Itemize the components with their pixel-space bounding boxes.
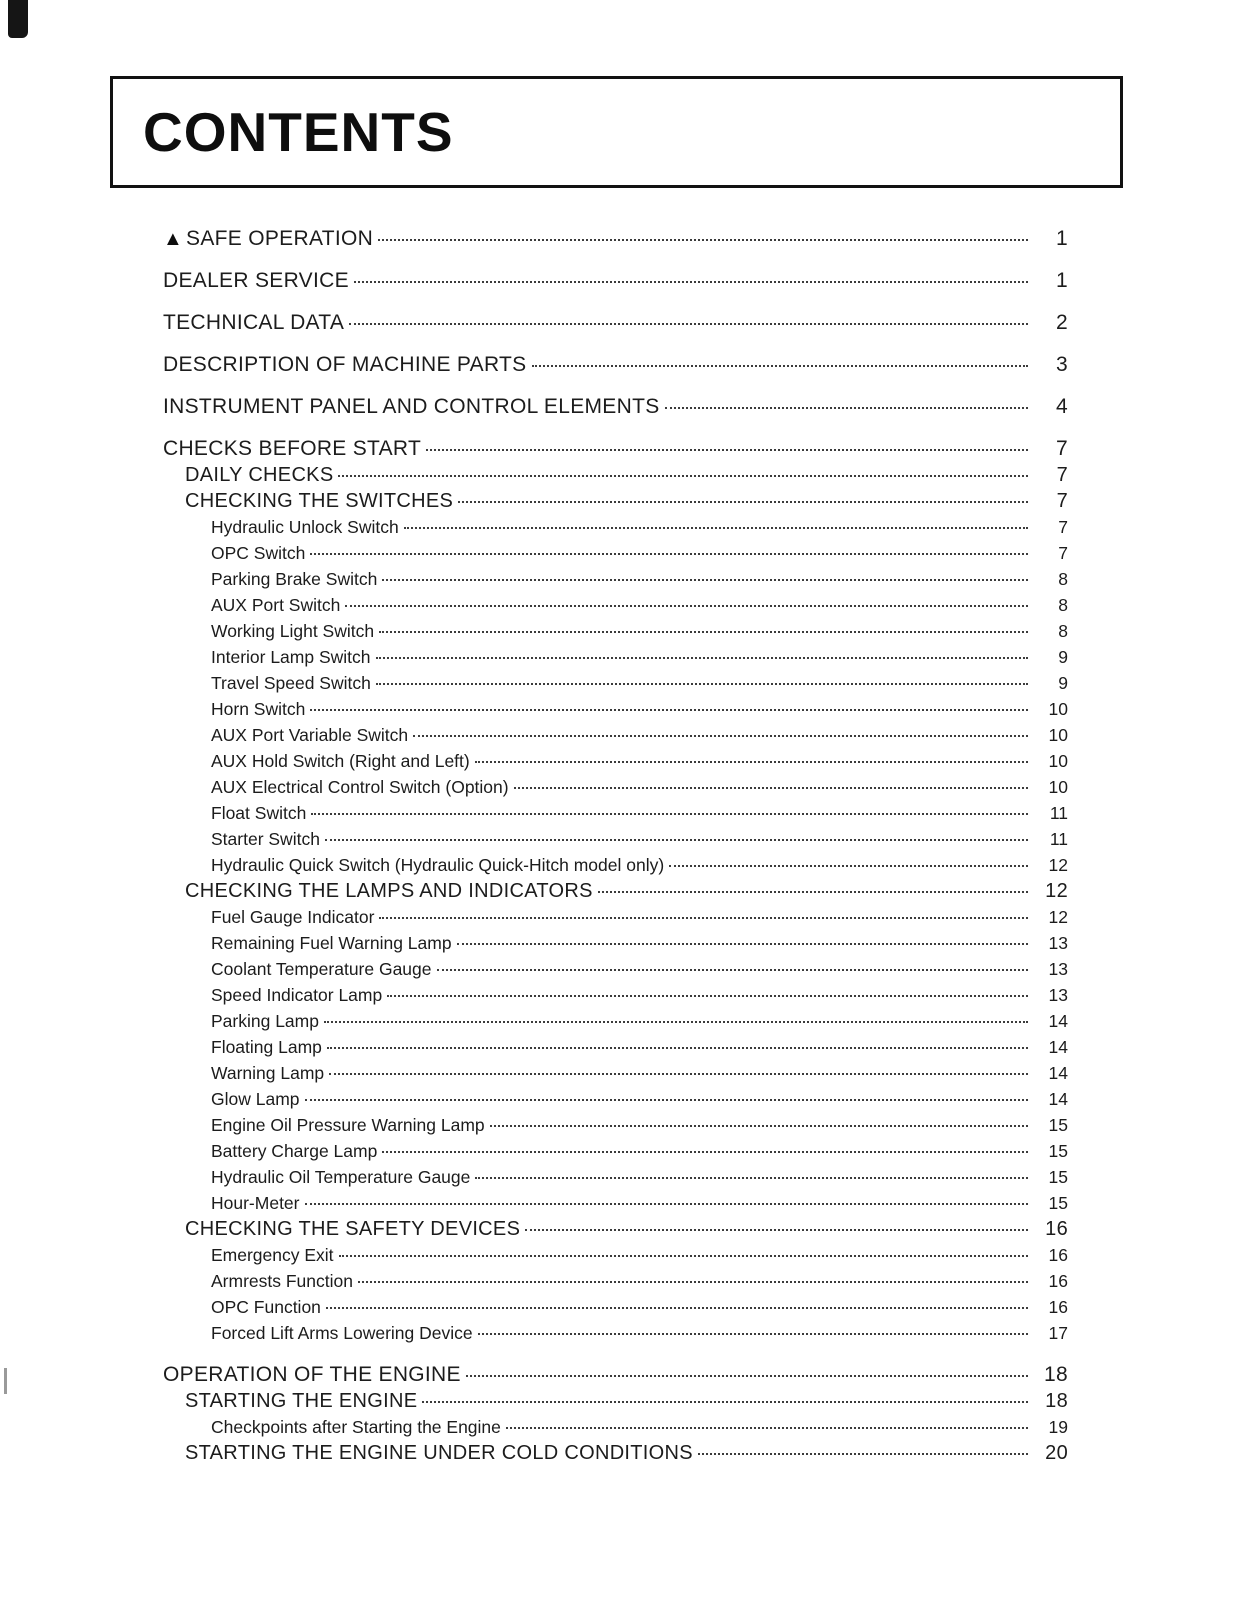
- toc-entry: [163, 462, 1068, 488]
- toc-entry: [163, 1414, 1068, 1440]
- toc-entry: [163, 1060, 1068, 1086]
- toc-entry-page: 1: [1056, 227, 1068, 250]
- toc-entry-label: Engine Oil Pressure Warning Lamp: [211, 1115, 485, 1135]
- toc-entry-label: Working Light Switch: [211, 621, 375, 641]
- toc-entry: [163, 1320, 1068, 1346]
- toc-entry: [163, 670, 1068, 696]
- toc-entry-label: DEALER SERVICE: [163, 269, 349, 292]
- toc-entry-label: CHECKING THE SWITCHES: [185, 490, 454, 512]
- dot-leader: [598, 891, 1028, 893]
- toc-entry-page: 14: [1048, 1011, 1068, 1031]
- toc-entry: [163, 748, 1068, 774]
- dot-leader: [354, 281, 1028, 283]
- toc-entry-page: 13: [1048, 985, 1068, 1005]
- dot-leader: [339, 1255, 1028, 1257]
- toc-entry-label: Parking Lamp: [211, 1011, 319, 1031]
- toc-entry-page: 9: [1058, 673, 1068, 693]
- dot-leader: [387, 995, 1028, 997]
- toc-entry-page: 7: [1056, 490, 1068, 512]
- toc-entry: [163, 956, 1068, 982]
- toc-entry: [163, 930, 1068, 956]
- toc-list: [163, 210, 1068, 1466]
- toc-entry-page: 15: [1048, 1167, 1068, 1187]
- dot-leader: [324, 1021, 1028, 1023]
- dot-leader: [311, 813, 1028, 815]
- scan-artifact: [8, 0, 28, 38]
- dot-leader: [305, 1099, 1028, 1101]
- toc-entry-page: 3: [1056, 353, 1068, 376]
- dot-leader: [310, 553, 1028, 555]
- toc-entry-label: OPERATION OF THE ENGINE: [163, 1363, 461, 1386]
- toc-entry-page: 16: [1048, 1271, 1068, 1291]
- toc-entry: [163, 310, 1068, 336]
- toc-entry: [163, 592, 1068, 618]
- toc-entry-page: 14: [1048, 1037, 1068, 1057]
- toc-entry-label: Hydraulic Quick Switch (Hydraulic Quick-Hitch model only): [211, 855, 665, 875]
- toc-entry-page: 2: [1056, 311, 1068, 334]
- toc-entry-page: 7: [1056, 437, 1068, 460]
- toc-entry: [163, 696, 1068, 722]
- toc-entry-page: 13: [1048, 933, 1068, 953]
- toc-entry: [163, 268, 1068, 294]
- dot-leader: [458, 501, 1028, 503]
- dot-leader: [422, 1401, 1028, 1403]
- toc-entry: [163, 1242, 1068, 1268]
- toc-entry-page: 1: [1056, 269, 1068, 292]
- toc-entry: [163, 1362, 1068, 1388]
- dot-leader: [413, 735, 1028, 737]
- toc-entry: [163, 1216, 1068, 1242]
- toc-entry-page: 12: [1045, 880, 1068, 902]
- toc-entry: [163, 1388, 1068, 1414]
- toc-entry-page: 14: [1048, 1089, 1068, 1109]
- toc-entry-page: 13: [1048, 959, 1068, 979]
- toc-entry-label: Hydraulic Oil Temperature Gauge: [211, 1167, 471, 1187]
- toc-entry-label: STARTING THE ENGINE UNDER COLD CONDITIONS: [185, 1442, 693, 1464]
- toc-entry-label: Travel Speed Switch: [211, 673, 371, 693]
- dot-leader: [475, 1177, 1028, 1179]
- toc-entry: [163, 226, 1068, 252]
- toc-entry: [163, 618, 1068, 644]
- toc-entry-page: 7: [1056, 464, 1068, 486]
- toc-entry-label: Battery Charge Lamp: [211, 1141, 378, 1161]
- dot-leader: [378, 239, 1028, 241]
- toc-entry-label: Glow Lamp: [211, 1089, 300, 1109]
- toc-entry-page: 15: [1048, 1141, 1068, 1161]
- toc-entry-label: DAILY CHECKS: [185, 464, 334, 486]
- toc-entry-page: 9: [1058, 647, 1068, 667]
- toc-entry: [163, 1268, 1068, 1294]
- dot-leader: [475, 761, 1028, 763]
- toc-entry-page: 15: [1048, 1115, 1068, 1135]
- toc-entry-page: 15: [1048, 1193, 1068, 1213]
- toc-entry: [163, 774, 1068, 800]
- toc-entry-label: CHECKING THE LAMPS AND INDICATORS: [185, 880, 593, 902]
- toc-entry: [163, 514, 1068, 540]
- toc-entry: [163, 394, 1068, 420]
- dot-leader: [349, 323, 1028, 325]
- toc-entry-label: Floating Lamp: [211, 1037, 322, 1057]
- toc-entry-page: 11: [1049, 803, 1068, 823]
- dot-leader: [358, 1281, 1028, 1283]
- toc-entry-page: 17: [1048, 1323, 1068, 1343]
- toc-entry-label: INSTRUMENT PANEL AND CONTROL ELEMENTS: [163, 395, 660, 418]
- toc-entry-page: 7: [1058, 543, 1068, 563]
- toc-entry-label: Hour-Meter: [211, 1193, 300, 1213]
- toc-entry-label: DESCRIPTION OF MACHINE PARTS: [163, 353, 527, 376]
- toc-entry-page: 8: [1058, 569, 1068, 589]
- toc-entry-label: OPC Function: [211, 1297, 321, 1317]
- toc-entry: [163, 1112, 1068, 1138]
- dot-leader: [437, 969, 1028, 971]
- dot-leader: [698, 1453, 1028, 1455]
- toc-entry: [163, 722, 1068, 748]
- toc-entry-label: Horn Switch: [211, 699, 306, 719]
- toc-entry-label: Emergency Exit: [211, 1245, 334, 1265]
- dot-leader: [379, 917, 1028, 919]
- dot-leader: [345, 605, 1028, 607]
- scan-artifact: [4, 1368, 7, 1394]
- toc-entry-label: AUX Port Variable Switch: [211, 725, 409, 745]
- toc-entry: [163, 1440, 1068, 1466]
- toc-entry-label: AUX Hold Switch (Right and Left): [211, 751, 470, 771]
- dot-leader: [310, 709, 1028, 711]
- dot-leader: [466, 1375, 1028, 1377]
- toc-entry-label: Armrests Function: [211, 1271, 353, 1291]
- toc-entry: [163, 852, 1068, 878]
- toc-entry-page: 19: [1048, 1417, 1068, 1437]
- dot-leader: [514, 787, 1028, 789]
- dot-leader: [325, 839, 1028, 841]
- dot-leader: [379, 631, 1028, 633]
- toc-entry-label: CHECKING THE SAFETY DEVICES: [185, 1218, 521, 1240]
- toc-entry: [163, 904, 1068, 930]
- toc-entry-label: STARTING THE ENGINE: [185, 1390, 418, 1412]
- toc-entry-label: TECHNICAL DATA: [163, 311, 345, 334]
- dot-leader: [490, 1125, 1028, 1127]
- toc-entry: [163, 1008, 1068, 1034]
- toc-entry-label: Hydraulic Unlock Switch: [211, 517, 399, 537]
- toc-entry-page: 8: [1058, 595, 1068, 615]
- toc-entry-page: 14: [1048, 1063, 1068, 1083]
- toc-entry: [163, 800, 1068, 826]
- dot-leader: [329, 1073, 1028, 1075]
- dot-leader: [457, 943, 1028, 945]
- toc-entry: [163, 982, 1068, 1008]
- dot-leader: [506, 1427, 1028, 1429]
- toc-entry: [163, 436, 1068, 462]
- toc-entry-page: 20: [1045, 1442, 1068, 1464]
- page-title: CONTENTS: [143, 101, 454, 163]
- dot-leader: [326, 1307, 1028, 1309]
- toc-entry: [163, 1034, 1068, 1060]
- dot-leader: [665, 407, 1028, 409]
- toc-entry-page: 16: [1045, 1218, 1068, 1240]
- toc-entry-label: Warning Lamp: [211, 1063, 325, 1083]
- toc-entry-page: 12: [1048, 907, 1068, 927]
- toc-entry: [163, 540, 1068, 566]
- dot-leader: [404, 527, 1028, 529]
- toc-entry-label: Fuel Gauge Indicator: [211, 907, 375, 927]
- dot-leader: [338, 475, 1028, 477]
- toc-entry-page: 11: [1049, 829, 1068, 849]
- toc-entry-page: 18: [1044, 1363, 1068, 1386]
- toc-entry: [163, 1086, 1068, 1112]
- toc-entry-label: AUX Port Switch: [211, 595, 341, 615]
- contents-title-box: [110, 76, 1123, 188]
- dot-leader: [305, 1203, 1029, 1205]
- dot-leader: [376, 657, 1028, 659]
- dot-leader: [382, 1151, 1028, 1153]
- toc-entry-page: 4: [1056, 395, 1068, 418]
- toc-entry: [163, 878, 1068, 904]
- toc-entry: [163, 566, 1068, 592]
- toc-entry-label: Speed Indicator Lamp: [211, 985, 383, 1005]
- toc-entry-page: 18: [1045, 1390, 1068, 1412]
- toc-entry-page: 10: [1048, 751, 1068, 771]
- dot-leader: [532, 365, 1029, 367]
- toc-entry-label: Starter Switch: [211, 829, 320, 849]
- dot-leader: [426, 449, 1028, 451]
- safety-alert-icon: ▲: [163, 228, 184, 250]
- toc-entry-page: 8: [1058, 621, 1068, 641]
- toc-entry-page: 16: [1048, 1297, 1068, 1317]
- toc-entry-page: 10: [1048, 725, 1068, 745]
- dot-leader: [376, 683, 1028, 685]
- toc-entry: [163, 644, 1068, 670]
- dot-leader: [327, 1047, 1028, 1049]
- toc-entry-page: 10: [1048, 699, 1068, 719]
- toc-entry: [163, 352, 1068, 378]
- dot-leader: [669, 865, 1028, 867]
- toc-entry-label: AUX Electrical Control Switch (Option): [211, 777, 509, 797]
- toc-entry: [163, 1294, 1068, 1320]
- dot-leader: [382, 579, 1028, 581]
- dot-leader: [525, 1229, 1028, 1231]
- toc-entry: [163, 488, 1068, 514]
- toc-entry-page: 12: [1048, 855, 1068, 875]
- toc-entry-label: OPC Switch: [211, 543, 306, 563]
- toc-entry-label: Interior Lamp Switch: [211, 647, 371, 667]
- toc-entry: [163, 1164, 1068, 1190]
- toc-entry-label: Remaining Fuel Warning Lamp: [211, 933, 452, 953]
- toc-entry-label: Parking Brake Switch: [211, 569, 378, 589]
- toc-entry-label: SAFE OPERATION: [186, 227, 374, 250]
- toc-entry-label: Float Switch: [211, 803, 307, 823]
- toc-entry-page: 7: [1058, 517, 1068, 537]
- toc-entry-label: CHECKS BEFORE START: [163, 437, 422, 460]
- toc-entry: [163, 1190, 1068, 1216]
- toc-entry-page: 16: [1048, 1245, 1068, 1265]
- dot-leader: [478, 1333, 1028, 1335]
- toc-entry-label: Checkpoints after Starting the Engine: [211, 1417, 501, 1437]
- toc-entry-page: 10: [1048, 777, 1068, 797]
- toc-entry-label: Coolant Temperature Gauge: [211, 959, 432, 979]
- toc-entry: [163, 826, 1068, 852]
- toc-entry-label: Forced Lift Arms Lowering Device: [211, 1323, 473, 1343]
- toc-entry: [163, 1138, 1068, 1164]
